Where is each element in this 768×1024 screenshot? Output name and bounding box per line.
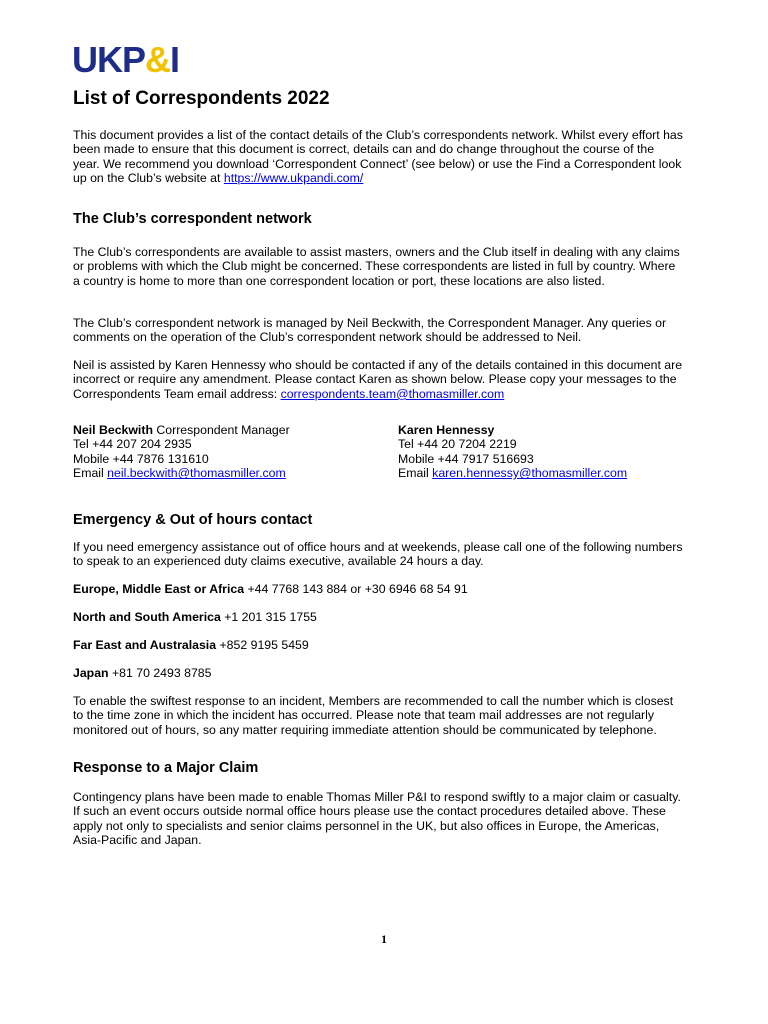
network-paragraph-3 (73, 358, 683, 401)
emergency-numbers: +1 201 315 1755 (220, 610, 317, 624)
contact-email-link[interactable]: neil.beckwith@thomasmiller.com (107, 466, 286, 481)
emergency-region: Europe, Middle East or Africa (73, 582, 245, 596)
emergency-numbers: +81 70 2493 8785 (108, 666, 212, 680)
emergency-line-japan (73, 666, 683, 680)
logo-ampersand: & (145, 39, 171, 80)
intro-paragraph (73, 128, 683, 186)
document-title: List of Correspondents 2022 (73, 88, 330, 109)
contact-card-neil (73, 423, 290, 481)
network-paragraph-3-text: Neil is assisted by Karen Hennessy who should be contacted if any of the details contained in this document are incorrect or require any amendment. Please contact Karen as shown below. Please copy your messages to the Correspondents Team email address: (73, 358, 683, 401)
emergency-numbers: +44 7768 143 884 or +30 6946 68 54 91 (244, 582, 468, 596)
emergency-region: Far East and Australasia (73, 638, 217, 652)
logo-text-main: UKP (72, 39, 146, 80)
logo-text-end: I (170, 39, 180, 80)
contact-mobile: Mobile +44 7876 131610 (73, 451, 209, 466)
emergency-intro: If you need emergency assistance out of office hours and at weekends, please call one of the following numbers to speak to an experienced duty claims executive, available 24 hours a day. (73, 540, 683, 569)
contact-role: Correspondent Manager (152, 423, 290, 437)
emergency-line-emea (73, 582, 683, 596)
intro-text: This document provides a list of the contact details of the Club’s correspondents network. Whilst every effort has been made to ensure that this document is correct, details can and do change throughout the course of the year. We recommend you download ‘Correspondent Connect’ (see below) or use the Find a Correspondent look up on the Club’s website at (73, 128, 683, 186)
contact-tel: Tel +44 207 204 2935 (73, 437, 192, 452)
contact-email-label: Email (73, 466, 108, 481)
contact-name: Karen Hennessy (398, 423, 495, 437)
emergency-heading: Emergency & Out of hours contact (73, 512, 313, 528)
network-paragraph-1: The Club’s correspondents are available to assist masters, owners and the Club itself in dealing with any claims or problems with which the Club might be concerned. These correspondents are listed in full by country. Where a country is home to more than one correspondent location or port, these locations are also listed. (73, 245, 680, 288)
emergency-numbers: +852 9195 5459 (216, 638, 309, 652)
contact-card-karen (398, 423, 627, 481)
page-number: 1 (381, 932, 387, 946)
emergency-region: North and South America (73, 610, 221, 624)
contact-tel: Tel +44 20 7204 2219 (398, 437, 517, 452)
website-link[interactable]: https://www.ukpandi.com/ (223, 171, 364, 186)
contact-email-link[interactable]: karen.hennessy@thomasmiller.com (432, 466, 628, 481)
major-claim-heading: Response to a Major Claim (73, 760, 259, 776)
emergency-region: Japan (73, 666, 109, 680)
contact-name: Neil Beckwith (73, 423, 153, 437)
major-claim-paragraph: Contingency plans have been made to enable Thomas Miller P&I to respond swiftly to a major claim or casualty. If such an event occurs outside normal office hours please use the contact procedures detailed above. These apply not only to specialists and senior claims personnel in the UK, but also offices in Europe, the Americas, Asia-Pacific and Japan. (73, 790, 681, 848)
network-paragraph-2: The Club’s correspondent network is managed by Neil Beckwith, the Correspondent Manager. Any queries or comments on the operation of the Club’s correspondent network should be addressed to Neil. (73, 316, 667, 345)
contact-mobile: Mobile +44 7917 516693 (398, 451, 534, 466)
emergency-line-americas (73, 610, 683, 624)
ukpi-logo (72, 39, 180, 80)
emergency-note: To enable the swiftest response to an incident, Members are recommended to call the number which is closest to the time zone in which the incident has occurred. Please note that team mail addresses are not regularly monitored out of hours, so any matter requiring immediate attention should be communicated by telephone. (73, 694, 674, 737)
network-heading: The Club’s correspondent network (73, 211, 312, 227)
contact-email-label: Email (398, 466, 433, 481)
correspondents-team-email-link[interactable]: correspondents.team@thomasmiller.com (280, 386, 505, 401)
emergency-line-far-east (73, 638, 683, 652)
